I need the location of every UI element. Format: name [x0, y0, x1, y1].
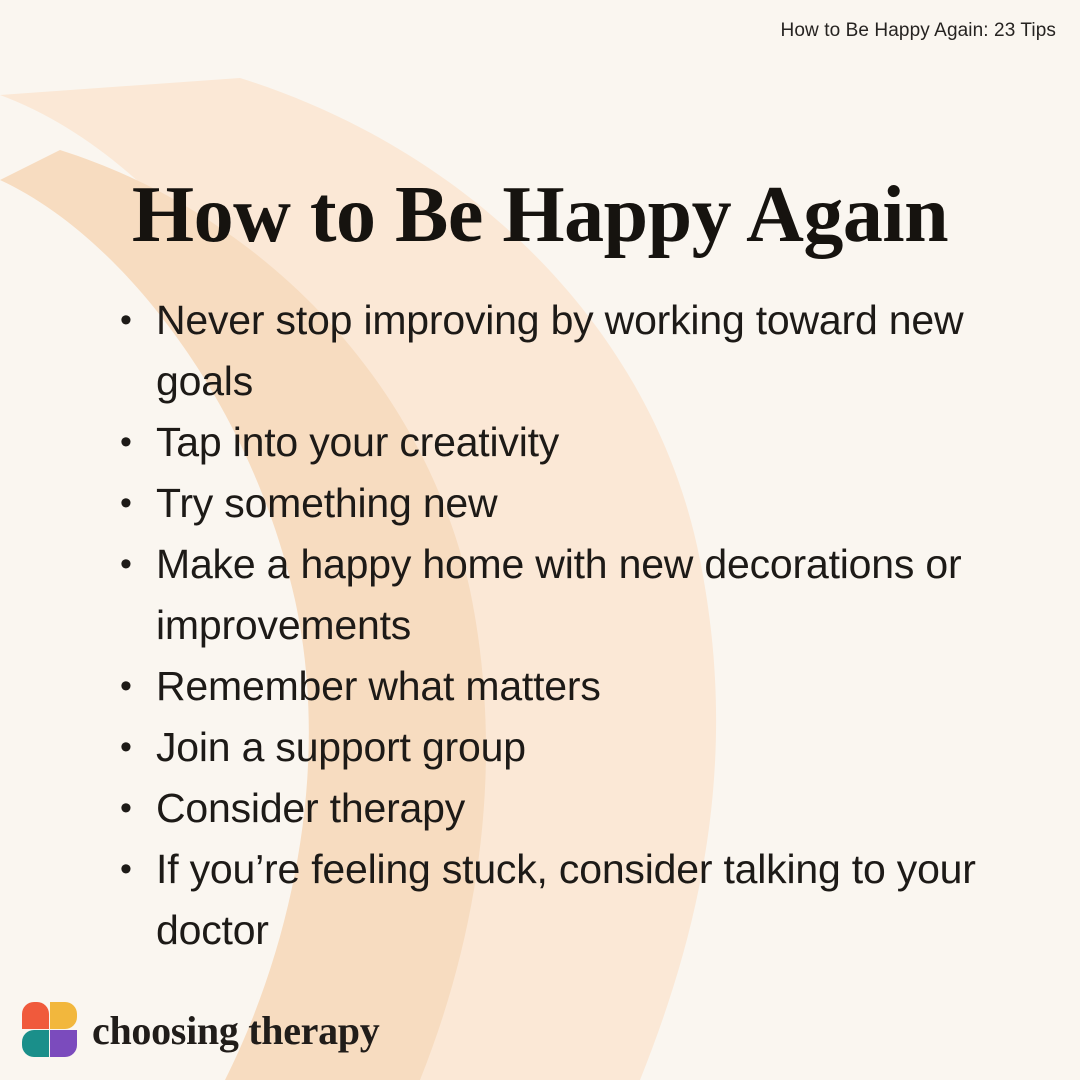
bullet-icon: • — [120, 301, 132, 339]
page-title: How to Be Happy Again — [131, 171, 949, 259]
bullet-icon: • — [120, 484, 132, 522]
bullet-icon: • — [120, 789, 132, 827]
list-item-label: If you’re feeling stuck, consider talking to your doctor — [156, 846, 976, 953]
list-item — [108, 412, 1008, 473]
list-item — [108, 717, 1008, 778]
brand-name: choosing therapy — [92, 1007, 380, 1053]
bullet-icon: • — [120, 850, 132, 888]
logo-quadrant-purple — [50, 1030, 77, 1057]
tips-list — [108, 290, 1008, 961]
list-item — [108, 290, 1008, 412]
bullet-icon: • — [120, 667, 132, 705]
logo-quadrant-teal — [22, 1030, 49, 1057]
logo-quadrant-red — [22, 1002, 49, 1029]
bullet-icon: • — [120, 545, 132, 583]
bullet-icon: • — [120, 728, 132, 766]
list-item — [108, 778, 1008, 839]
brand-footer — [22, 1002, 379, 1058]
list-item-label: Try something new — [156, 480, 498, 526]
list-item — [108, 839, 1008, 961]
list-item-label: Join a support group — [156, 724, 526, 770]
header-note: How to Be Happy Again: 23 Tips — [780, 20, 1056, 41]
list-item — [108, 473, 1008, 534]
bullet-icon: • — [120, 423, 132, 461]
logo-quadrant-yellow — [50, 1002, 77, 1029]
list-item-label: Make a happy home with new decorations or improvements — [156, 541, 962, 648]
list-item-label: Remember what matters — [156, 663, 601, 709]
list-item-label: Never stop improving by working toward new goals — [156, 297, 964, 404]
list-item — [108, 656, 1008, 717]
list-item-label: Tap into your creativity — [156, 419, 560, 465]
list-item — [108, 534, 1008, 656]
choosing-therapy-logo-icon — [22, 1002, 78, 1058]
list-item-label: Consider therapy — [156, 785, 466, 831]
